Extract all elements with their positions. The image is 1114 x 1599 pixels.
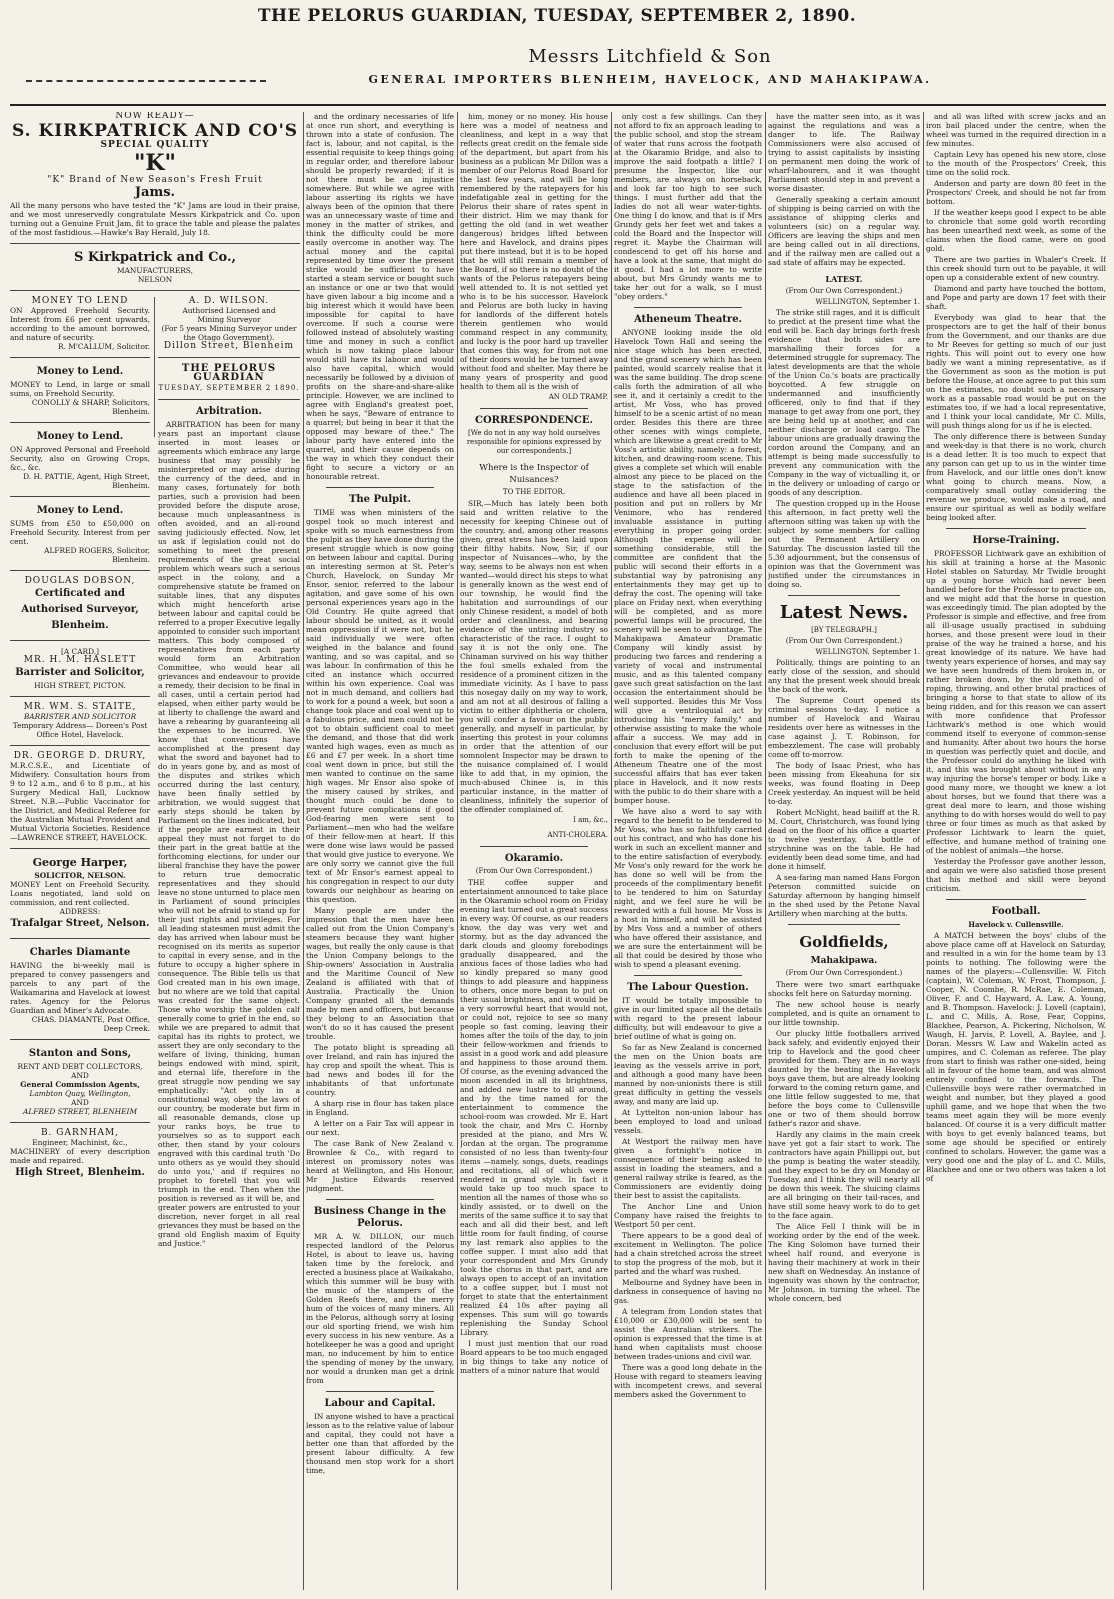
ad-body: MACHINERY of every description made and repaired. [10,1147,150,1165]
arbitration-heading: Arbitration. [195,406,263,417]
ad-signature: R. M'CALLUM, Solicitor. [58,342,150,351]
divider [10,357,150,358]
ad-name: MR. WM. S. STAITE, [23,702,137,712]
okaramio-byline: (From Our Own Correspondent.) [475,867,593,875]
ad-name: George Harper, [32,856,128,869]
top-ad-line: GENERAL IMPORTERS BLENHEIM, HAVELOCK, AND MAHAKIPAWA. [368,73,932,86]
labour-capital-text: IN anyone wished to have a practical lesson as to the relative value of labour and capital, they could not have a better one than that afforded by the present labour difficulty. A few thousand men stop work for a short time, [306,1412,454,1475]
football-heading: Football. [991,906,1041,917]
header-rule [10,104,1106,106]
latest-news-text: A sea-faring man named Hans Forgon Peterson committed suicide on Saturday afternoon by hanging himself in the shed used by the Petone Naval Artillery when marching at the butts. [768,873,920,918]
stanton-ad [10,1046,150,1116]
ad-line: AND [71,1071,89,1080]
ad-signature: ALFRED ROGERS, Solicitor, Blenheim. [44,546,150,564]
labour-question-text: At Lyttelton non-union labour has been employed to load and unload vessels. [614,1108,762,1135]
ad-address: HIGH STREET, PICTON. [34,681,126,690]
goldfields-text: The Alice Fell I think will be in working order by the end of the week. The King Solomon have turned their wheel half round, and everyone is having their machinery at work in their new shaft on Wednesday. An instance of ingenuity was shown by the contractor, Mr Johnson, in turning the wheel. The whole concern, bed [768,1222,920,1303]
kirkpatrick-ad [10,112,300,284]
ad-heading: MONEY TO LEND [31,296,129,306]
divider [10,496,150,497]
football-text: A MATCH between the boys' clubs of the above place came off at Havelock on Saturday, and resulted in a win for the home team by 13 points to nothing. The following were the names of the players:—Cullensville: W. Fitch (captain), W. Coleman, W. Frost, Thompson, J. Cooper, N. Coombe, R. McRae, E. Coleman, Oliver, F. and C. Hayward, A. Law, A. Young, and B. Thompson. Havelock: J. Lovell (captain), L. and C. Mills, A. Rose, Fear, Coppins, Blackhee, Pearson, A. Pickering, Nicholson, W. Waugh, H. Jarvis, P. Lovell, A. Baylee, and J. Doran. Messrs W. Law and Wakelin acted as umpires, and C. Coleman as referee. The play from start to finish was rather one-sided, being all in favour of the home team, and was almost entirely confined to the forwards. The Cullensville boys were rather overmatched in weight and number, but they played a good uphill game, and we hope that when the two teams meet again they will be more evenly balanced. Of course it is a very difficult matter with boys to get evenly balanced teams, but some age should be specified or entirely confined to scholars. However, the game was a very good one and the play of L. and C. Mills, Blackhee and one or two others was taken a lot of [926,931,1106,1183]
atheneum-heading: Atheneum Theatre. [633,314,743,325]
column-rule [303,112,304,1590]
ad-signature: CHAS. DIAMANTE, Post Office, Deep Creek. [31,1015,150,1033]
ad-body: ON Approved Freehold Security. Interest from £6 per cent upwards, according to the amount borrowed, and nature of security. [10,306,150,342]
latest-byline: (From Our Own Correspondent.) [785,287,903,295]
divider [634,307,742,308]
ad-signature: D. H. PATTIE, Agent, High Street, Blenheim. [23,472,150,490]
ad-town: NELSON [137,275,173,284]
ad-address: Dillon Street, Blenheim [163,341,295,351]
divider [158,399,300,400]
column-rule [765,112,766,1590]
labour-question-heading: The Labour Question. [627,982,749,993]
letter-heading: Where is the Inspector of Nuisances? [479,463,589,485]
right-ad-column [158,297,300,1250]
divider [158,357,300,358]
ad-signature: CONOLLY & SHARP, Solicitors, Blenheim. [31,398,150,416]
pulpit-heading: The Pulpit. [348,494,412,505]
letter-signature: ANTI-CHOLERA. [547,831,608,839]
okaramio-text: I must just mention that our road Board appears to be too much engaged in big things to take any notice of matters of a minor nature that would [460,1339,608,1375]
top-ad-firm: Messrs Litchfield & Son [528,46,772,67]
news-paragraph: The case Bank of New Zealand v. Brownlee & Co., with regard to interest on promissory notes was heard at Wellington, and His Honour, Mr Justice Edwards reserved judgment. [306,1139,454,1193]
ad-name: Stanton and Sons, [28,1048,132,1059]
arbitration-text: ARBITRATION has been for many years past an important clause inserted in most leases or agreements which embrace any large business that may possibly be misinterpreted or may arise during the currency of the deed, and in many cases, fortunately for both parties, such a provision had been provided before the dispute arose, because much unpleasantness is often avoided, and an all-round saving judiciously effected. Now, let us ask if legislation could not do something to meet the present requirements of the great social problem which wears such a serious aspect in the colony, and a comprehensive statute be framed on suitable lines, that any disputes which might henceforth arise between labour and capital could be referred to a proper Executive legally appointed to consider such important matters. This body composed of representatives from each party would form an Arbitration Committee, who would hear all grievances and endeavour to provide a remedy, their decision to be final in all cases, until a certain period had elapsed, when either party would be at liberty to challenge the award and have a rehearing by guaranteeing all the expenses to be incurred. We know that conventions have accomplished at the present day what the sword and bayonet had to do in years gone by, and as most of the disputes and strikes which occurred during the last century, have been finally settled by arbitration, we would suggest that early steps should be taken by Parliament on the lines indicated, but if the people are earnest in their appeal they must not forget to do their part in the great battle at the forthcoming elections, for under our liberal franchise they have the power to return true democratic representatives and they should leave no stone unturned to place men in Parliament of sound principles who will not be afraid to stand up for their just rights and privileges. For all leading statesmen must admit the day has arrived when labour must be recognised on its merits as superior to capital in every sense, and in the future to occupy a higher sphere in consequence. The Bible tells us that God created man in his own image, but no where are we told that capital was created for the same object. Those who worship the golden calf generally come to grief in the end, so while we are prepared to admit that capital has its rights to protect, we assert they are only secondary to the welfare of living, thinking, human beings endowed with mind, spirit, and eternal life, therefore in the great struggle now pending we say emphatically: "Act only in a constitutional way, obey the laws of our country, be moderate but firm in all reasonable demands, close up your ranks boys, be true to yourselves so as to support each other, then stand by your colours engraved with this cardinal truth 'Do unto others as ye would they should do unto you,' and if requires no prophet to foretell that you will triumph in the end. Then when the position is reversed as it will be, and greater powers are entrusted to your discretion, never forget in all real grievances they must be based on the grand old English maxim of Equity and Justice." [158,420,300,1248]
divider [10,696,150,697]
ad-k-brand: "K" [133,150,177,176]
diamante-ad [10,945,150,1033]
dobson-ad [10,577,150,634]
news-paragraph: Many people are under the impression that the men have been called out from the Union Company's steamers because they want higher wages, but really the only cause is that the Union Company belongs to the Ship-owners' Association in Australia and the Maritime Council of New Zealand is affiliated with that of Australia. Practically the Union Company granted all the demands made by men and officers, but because they belong to an Association that won't do so it has caused the present trouble. [306,906,454,1041]
latest-news-text: Politically, things are pointing to an early close of the session, and should any that the present week should break the back of the work. [768,658,920,694]
labour-capital-heading: Labour and Capital. [324,1398,436,1409]
article-continuation: and the ordinary necessaries of life at once run short, and everything is thrown into a state of confusion. The fact is, labour, and not capital, is the essential requisite to keep things going in regular order, and therefore labour should be properly rewarded; if it is not there must be an injustice somewhere. But while we agree with labour asserting its rights we have always been of the opinion that there was an unnecessary waste of time and money in the matter of strikes, and think the difficulty could be more easily overcome in another way. The actual money and the capital represented by time over the present strike would be sufficient to have started a steam service or bought such an instance or one or two that would have given labour a big income and a big interest which it would have been impossible for capital to have overcome. If such a course were followed instead of absolutely wasting time and money in such a conflict which is now taking place labour would still have its labour and would also have capital, which would necessarily be followed by a division of profits on the share-and-share-alike principle. However, we are inclined to agree with England's greatest poet, when he says, "Beware of entrance to a quarrel; but being in bear it that the opposed may beware of thee." The labour party have entered into the quarrel, and their cause depends on the way in which they conduct their fight to secure a victory or an honourable retreat. [306,112,454,481]
ad-brand-line: "K" Brand of New Season's Fresh Fruit [47,175,263,185]
ad-manufacturers: MANUFACTURERS, [117,266,193,275]
divider [10,243,300,244]
okaramio-text: THE coffee supper and entertainment announced to take place in the Okaramio school room on Friday evening last turned out a great success in every way. Of course, as our readers know, the day was very wet and stormy, but as the day advanced the dark clouds and gloomy forebodings gradually disappeared, and the anxious faces of those ladies who had so kindly prepared so many good things to add pleasure and happiness to others, once more began to put on their usual brightness, and it would be a very sorrowful heart that would not, or could not, rejoice to see so many people so fast coming, leaving their homes after the toils of the day, to join their fellow-workmen and friends to assist in a good work and add pleasure and happiness to those around them. Of course, as the evening advanced the moon ascended in all its brightness, and added new lustre to all around, and by the time named for the entertainment to commence the school-room was crowded. Mr E. Hart took the chair, and Mrs C. Hornby presided at the piano, and Mrs W. Jordan at the organ. The programme consisted of no less than twenty-four items —namely, songs, duets, readings and recitations, all of which were rendered in grand style. In fact it would take up too much space to mention all the names of those who so kindly assisted, or to dwell on the merits of the same suffice it to say that each and all did their best, and left little room for fault finding, of course my last remark also applies to the coffee supper. I must also add that your correspondent and Mrs Grundy took the chorus in that part, and are always open to accept of an invitation to a coffee supper, but I must not forget to state that the entertainment realized £4 10s after paying all expenses. This sum will go towards replenishing the Sunday School Library. [460,878,608,1337]
latest-dateline: WELLINGTON, September 1. [815,298,920,306]
haslett-ad [10,647,150,690]
money-ad-4 [10,503,150,564]
business-heading: Business Change in the Pelorus. [313,1206,447,1229]
top-advertisement [200,46,1100,100]
column-4 [614,112,762,1590]
labour-question-text: A telegram from London states that £10,000 or £30,000 will be sent to assist the Australian strikers. The opinion is expressed that the time is at hand when capitalists must choose between trades-unions and civil war. [614,1307,762,1361]
atheneum-text: ANYONE looking inside the old Havelock Town Hall and seeing the nice stage which has been erected, and the grand scenery which has been painted, would scarcely realise that it was the same building. The drop scene calls forth the admiration of all who see it, and it certainly a credit to the artist, Mr Voss, who has proved himself to be a scenic artist of no mean order. Besides this there are three other scenes with wings complete, which are likewise a great credit to Mr Voss's artistic ability, namely: a forest, kitchen, and drawing-room scene. This gives a complete set which will enable almost any piece to be placed on the stage to the satisfaction of the audience and have all been placed in position and put on rollers by Mr Venimore, who has rendered invaluable assistance in putting everything in proper going order. Although the expense will be something considerable, still the committee are confident that the public will second their efforts in a substantial way by patronising any entertainments they may get up to defray the cost. The opening will take place on Friday next, when everything will be completed, and as more powerful lamps will be procured, the scenery will be seen to advantage. The Mahakipawa Amateur Dramatic Company will kindly assist by producing two farces and rendering a variety of vocal and instrumental music, and as this talented company gave such great satisfaction on the last occasion the entertainment should be well supported. Besides this Mr Voss will give a ventriloquial act by introducing his "merry family," and otherwise assisting to make the whole affair a success. We may add in conclusion that every effort will be put forth to make the opening of the Atheneum Theatre one of the most successful affairs that has ever taken place in Havelock, and it now rests with the public to do their share with a bumper house. [614,328,762,805]
horse-training-text: Yesterday the Professor gave another lesson, and again we were also satisfied those present that his method and skill were beyond criticism. [926,857,1106,893]
ad-heading: Money to Lend. [36,505,124,516]
divider [788,924,900,925]
to-editor: TO THE EDITOR. [502,488,566,496]
column-2 [306,112,454,1590]
article-continuation: him, money or no money. His house here was a model of neatness and cleanliness, and kept in a way that reflects great credit on the female side of the department, but apart from his business as a publican Mr Dillon was a member of our Pelorus Road Board for the last few years, and will be long remembered by the ratepayers for his indefatigable zeal in getting for the Pelorus their share of rates spent in their district. Him we may thank for getting the old (and in wet weather dangerous) bridges lifted between here and Havelock, and drains pipes put there instead, but it is to be hoped that he will still remain a member of the Board, if so there is no doubt of the wants of the Pelorus ratepayers being well attended to. It is not settled yet who is to be his successor. Havelock and Pelorus are both lucky in having for landlords of the different hotels therein gentlemen who would command respect in any community, and lucky is the poor hard up traveller that comes this way, for from not one of their doors would he be turned away without food and shelter. May there be many years of prosperity and good health to them all is the wish of [460,112,608,391]
latest-news-byline: [BY TELEGRAPH.] [811,626,877,634]
ad-town: Blenheim. [51,620,109,631]
latest-text: The question cropped up in the House this afternoon, in fact pretty well the afternoon sitting was taken up with the subject by some members for calling out the Permanent Artillery on Saturday. The discussion lasted till the 5.30 adjournment, but the consensus of opinion was that the Government was justified under the circumstances in doing so. [768,499,920,589]
divider [10,938,150,939]
ad-title: Certificated and Authorised Surveyor, [21,588,139,615]
labour-question-text: IT would be totally impossible to give in our limited space all the details with regard to the present labour difficulty, but will endeavour to give a brief outline of what is going on. [614,996,762,1041]
goldfields-text: Diamond and party have touched the bottom, and Pope and party are down 17 feet with their shaft. [926,284,1106,311]
column-5 [768,112,920,1590]
labour-question-text: At Westport the railway men have given a fortnight's notice in consequence of their being asked to assist in loading the steamers, and a general railway strike is feared, as the Commissioners are evidently doing their best to assist the capitalists. [614,1137,762,1200]
news-paragraph: The potato blight is spreading all over Ireland, and rain has injured the hay crop and spoilt the wheat. This is bad news and bodes ill for the inhabitants of that unfortunate country. [306,1043,454,1097]
ad-name: DR. GEORGE D. DRURY, [13,751,147,761]
news-paragraph: A letter on a Fair Tax will appear in our next. [306,1119,454,1137]
latest-news-text: The body of Isaac Priest, who has been missing from Ekeahuna for six weeks, was found floating in Deep Creek yesterday. An inquest will be held to-day. [768,761,920,806]
latest-news-heading: Latest News. [779,602,909,623]
divider [326,1391,434,1392]
column-6 [926,112,1106,1590]
latest-news-text: The Supreme Court opened its criminal sessions to-day. I notice a number of Havelock and Wairau residents over here as witnesses in the case against J. T. Robinson, for embezzlement. The case will probably come off to-morrow. [768,696,920,759]
goldfields-byline: (From Our Own Correspondent.) [785,969,903,977]
ad-line: (For 5 years Mining Surveyor under the Otago Government). [161,324,297,342]
column-rule [923,112,924,1590]
goldfields-subheading: Mahakipawa. [810,956,878,966]
football-subheading: Havelock v. Cullensville. [968,920,1064,929]
correspondence-heading: CORRESPONDENCE. [474,415,593,426]
ad-name: MR. H. M. HASLETT [23,655,137,665]
ad-line: Mining Surveyor [197,315,261,324]
pulpit-text: TIME was when ministers of the gospel took so much interest and spoke with so much earnestness from the pulpit as they have done during the present struggle which is now going on between labour and capital. During an interesting sermon at St. Peter's Church, Havelock, on Sunday Mr Ensor, senior, referred to the labour agitation, and gave some of his own personal experiences years ago in the Old Country. He quite agreed that labour should be united, as it would mean oppression if it were not, but he said individually we were often weighed in the balance and found wanting, and so was capital, and so was labour. In confirmation of this he cited an instance which occurred within his own experience. Coal was not in much demand, and colliers had to work for a pound a week, but soon a change took place and coal went up to a fabulous price, and men could not be got to obtain sufficient coal to meet the demand, and those that did work wanted high wages, even as much as £6 and £7 per week. In a short time coal went down in price, but still the men wanted to continue on the same high wages. Mr Ensor also spoke of the misery caused by strikes, and thought much could be done to prevent future complications if good God-fearing men were sent to Parliament—men who had the welfare of their fellow-men at heart. If this were done wise laws would be passed that would give justice to everyone. We are only sorry we cannot give the full text of Mr Ensor's earnest appeal to his congregation in respect to our duty towards our neighbour as bearing on this question. [306,508,454,904]
goldfields-heading: Goldfields, [799,933,889,951]
editorial-date: TUESDAY, SEPTEMBER 2 1890. [158,384,300,392]
goldfields-text: The new school house is nearly completed, and is quite an ornament to our little township. [768,1000,920,1027]
drury-ad [10,752,150,842]
business-text: MR A. W. DILLON, our much respected landlord of the Pelorus Hotel, is about to leave us, having taken time by the forelock, and erected a business place at Waikakaho, which this summer will be busy with the music of the stampers of the Golden Reefs there, and the merry hum of the voices of many miners. All in the Pelorus, although sorry at losing our old sporting friend, we wish him every success in his new venture. As a hotelkeeper he was a good and upright man, no inducement by him to entice the spending of money by the unwary, nor would a drunken man get a drink from [306,1232,454,1385]
divider [326,1199,434,1200]
goldfields-text: Hardly any claims in the main creek have yet got a fair start to work. The contractors have again Phillippi out, but the pump is beating the water steadily, and they expect to be dry on Monday or Tuesday, and I think they will nearly all be down this week. The sluicing claims are all bringing on their tail-races, and have still some heavy work to do to get to the face again. [768,1130,920,1220]
atheneum-text: We have also a word to say with regard to the benefit to be tendered to Mr Voss, who has so faithfully carried out his contract, and who has done his work in such an excellent manner and to the entire satisfaction of everybody. Mr Voss's only reward for the work he has done so well will be from the proceeds of the complimentary benefit to be tendered to him on Saturday night, and we feel sure he will be rewarded with a full house. Mr Voss is a host in himself, and will be assisted by Mrs Voss and a number of others who have offered their assistance, and we are sure the entertainment will be all that could be desired by those who wish to spend a pleasant evening. [614,807,762,969]
ad-body: ON Approved Personal and Freehold Security, also on Growing Crops, &c., &c. [10,445,150,472]
goldfields-text: There were two smart earthquake shocks felt here on Saturday morning. [768,980,920,998]
staite-ad [10,703,150,739]
labour-question-text: There appears to be a good deal of excitement in Wellington. The police had a chain stretched across the street to stop the progress of the mob, but it parted and the wharf was rushed. [614,1231,762,1276]
ad-address: Temporary Address— Doreen's Post Office Hotel, Havelock. [12,721,148,739]
ad-body: MONEY Lent on Freehold Security. Loans negotiated, land sold on commission, and rent collected. [10,880,150,907]
paper-name: THE PELORUS GUARDIAN [181,363,277,383]
article-continuation: only cost a few shillings. Can they not afford to fix an approach leading to the public school, and stop the stream of water that runs across the footpath at the Okaramio Bridge, and also to improve the said footpath a little? I presume the Inspector, like our members, are always on horseback, and look far too high to see such things. I must further add that the ladies do not all wear water-tights. One thing I do know, and that is if Mrs Grundy gets her feet wet and takes a cold the Board and the Inspector will regret it. Maybe the Chairman will condescend to get off his horse and have a look at the same, that might do it good. I had a lot more to write about, but Mrs Grundy wants me to take her out for a walk, so I must "obey orders." [614,112,762,301]
divider [10,570,150,571]
ad-line: Authorised Licensed and [182,306,276,315]
latest-news-byline: (From Our Own Correspondent.) [785,637,903,645]
goldfields-text: Captain Levy has opened his new store, close to the mouth of the Prospectors' Creek, this time on the solid rock. [926,150,1106,177]
news-paragraph: A sharp rise in flour has taken place in England. [306,1099,454,1117]
labour-question-text: The Anchor Line and Union Company have raised the freights to Westport 50 per cent. [614,1202,762,1229]
harper-ad [10,855,150,932]
decorative-dashes [26,80,266,82]
correspondence-note: [We do not in any way hold ourselves responsible for opinions expressed by our correspondents.] [466,429,602,455]
labour-question-text: Melbourne and Sydney have been in darkness in consequence of having no gas. [614,1278,762,1305]
article-continuation: and all was lifted with screw jacks and an iron bail placed under the centre, when the wheel was turned in the required direction in a few minutes. [926,112,1106,148]
letter-signoff: I am, &c., [573,816,608,824]
divider [10,290,300,291]
divider [634,975,742,976]
money-ad-1 [10,297,150,351]
wilson-ad [158,297,300,351]
ad-card: [A CARD.] [60,647,100,656]
column-rule [457,112,458,1590]
goldfields-text: The only difference there is between Sunday and week-day is that there is no work, church is a dead letter. It is too much to expect that any parson can get up to us in the winter time from Havelock, and our little ones don't know what going to church means. Now, a comparatively small outlay considering the revenue we produce, would make a road, and ensure our spiritual as well as bodily welfare being looked after. [926,432,1106,522]
latest-text: The strike still rages, and it is difficult to predict at the present time what the end will be. Each day brings forth fresh evidence that both sides are marshalling their forces for a determined struggle for supremacy. The latest developments are that the whole of the Union Co.'s boats are practically boycotted. A few struggle on undermanned and insufficiently officered, only to find that if they manage to get away from one port, they are being held up at another, and can neither discharge or load cargo. The labour unions are gradually drawing the cordon around the Company, and an attempt is being made successfully to prevent any communication with the Company in the way of victualling it, or in the delivery or unloading of cargo or goods of any description. [768,308,920,497]
labour-question-text: So far as New Zealand is concerned the men on the Union boats are leaving as the vessels arrive in port, and although a good many have been manned by non-unionists there is still great difficulty in getting the vessels away, and many are laid up. [614,1043,762,1106]
ad-firm-name-2: S Kirkpatrick and Co., [73,250,237,265]
ad-line: AND [71,1098,89,1107]
ad-jams: Jams. [134,185,176,200]
ad-address: Trafalgar Street, Nelson. [10,918,150,929]
ad-body: All the many persons who have tested the "K" Jams are loud in their praise, and we most unreservedly congratulate Messrs Kirkpatrick and Co. upon turning out a Genuine Fruit Jam, fit to grace the table and please the palates of the most fastidious.—Hawke's Bay Herald, July 18. [10,201,300,237]
ad-now-ready: NOW READY— [115,112,195,121]
garnham-ad [10,1129,150,1181]
ad-title: SOLICITOR, NELSON. [34,871,126,880]
article-signature: AN OLD TRAMP. [548,393,608,401]
ad-title: Engineer, Machinist, &c., [32,1138,128,1147]
divider [946,528,1086,529]
article-continuation: have the matter seen into, as it was against the regulations and was a danger to life. The Railway Commissioners were also accused of trying to assist capitalists by insisting on permanent men doing the work of wharf-labourers, and it was thought Parliament should step in and prevent a worse disaster. [768,112,920,193]
horse-training-heading: Horse-Training. [972,535,1060,546]
money-ad-3 [10,429,150,490]
masthead: THE PELORUS GUARDIAN, TUESDAY, SEPTEMBER 2, 1890. [257,6,857,26]
latest-news-dateline: WELLINGTON, September 1. [815,648,920,656]
ad-name: B. GARNHAM, [40,1128,120,1138]
ad-line: RENT AND DEBT COLLECTORS, [17,1062,143,1071]
divider [480,408,588,409]
ad-line: General Commission Agents, [20,1080,140,1089]
column-advertisements [10,112,300,1590]
ad-address-label: ADDRESS: [59,907,101,916]
latest-heading: LATEST. [825,274,863,284]
goldfields-text: If the weather keeps good I expect to be able to chronicle that some gold worth recording has been unearthed next week, as some of the claims when the flood came, were on good gold. [926,208,1106,253]
horse-training-text: PROFESSOR Lichtwark gave an exhibition of his skill at training a horse at the Masonic Hotel stables on Saturday. Mr Twidle brought up a young horse which had never been handled before for the Professor to practice on, and we might add that the horse in question was exceedingly timid. The plan adopted by the Professor is simple and effective, and free from all ill-usage usually practised in subduing horses, and those present were loud in their praise of the way he trained a horse, and his great knowledge of its nature. We have had twenty years experience of horses, and may say we have seen hundreds of them broken in, or rather broken down, by the old method of roping, throwing, and other brutal practices of bringing a horse to that state to allow of its being ridden, and for this reason we can assert with more confidence that Professor Lichtwark's method is one which would commend itself to everyone of common-sense and humanity. After about two hours the horse in question was perfectly quiet and docile, and the Professor could do anything he liked with it, and this was brought about without in any way injuring the horse's temper or body. Like a good many more, we thought we knew a lot about horses, but we found that there was a great deal more to learn, and those wishing anything to do with horses would do well to pay three or four times as much as that asked by Professor Lichtwark to learn the quiet, effective, and humane method of training one of the noblest of animals—the horse. [926,549,1106,855]
divider [10,745,150,746]
divider [10,1039,150,1040]
divider [10,422,150,423]
ad-line: Lambton Quay, Wellington, [29,1089,131,1098]
letter-text: SIR,—Much has lately been both said and written relative to the necessity for keeping Chinese out of the country, and, among other reasons given, great stress has been laid upon their filthy habits. Now, Sir, if our inspector of Nuisances—who, by the way, seems to be always non est when wanted—would direct his steps to what is generally known as the west end of our township, he would find the habitation and surroundings of our only Chinese resident, a model of both order and cleanliness, and bearing evidence of the untiring industry so characteristic of the race. I ought to say it is not the only one. The Chinaman survived on his way thither the foul smells exhaled from the residence of a prominent citizen in the immediate vicinity. As I have to pass this nosegay daily on my way to work, and am not at all desirous of falling a victim to either diphtheria or cholera, you will confer a favour on the public generally, and myself in particular, by inserting this protest in your columns in order that the attention of our somnolent Inspector may be drawn to the nuisance complained of. I would like to add that, in my opinion, the much-abused Chinee is, in this particular instance, in the matter of cleanliness, infinitely the superior of the offender complained of. [460,499,608,814]
ad-body: SUMS from £50 to £50,000 on Freehold Security. Interest from per cent. [10,519,150,546]
divider [10,848,150,849]
money-ad-2 [10,364,150,416]
goldfields-text: Everybody was glad to hear that the prospectors are to get the half of their bonus from the Government, and our thanks are due to Mr Reeves for getting so much of our just rights. This will point out to every one how badly we want a mining representative, as if the Government as soon as the motion is put before the House, at once agree to put this sum on the estimates, no doubt such a necessary work as a passable road would be put on the estimates too, if we had a local representative, and I think your local candidate, Mr C. Mills, will push things along for us if he is elected. [926,313,1106,430]
ad-firm-name: S. KIRKPATRICK AND CO'S [11,121,299,141]
ad-name: A. D. WILSON. [188,296,270,306]
ad-body: MONEY to Lend, in large or small sums, on Freehold Security. [10,380,150,398]
goldfields-text: There are two parties in Whaler's Creek. If this creek should turn out to be payable, it will open up a considerable extent of new country. [926,255,1106,282]
divider [326,487,434,488]
goldfields-text: Anderson and party are down 80 feet in the Prospectors' Creek, and should be not far from bottom. [926,179,1106,206]
divider [480,846,588,847]
ad-body: HAVING the bi-weekly mail is prepared to convey passengers and parcels to any part of the Waikamarina and Havelock at lowest rates. Agency for the Pelorus Guardian and Miner's Advocate. [10,961,150,1015]
column-3 [460,112,608,1590]
ad-body: M.R.C.S.E., and Licentiate of Midwifery. Consultation hours from 9 to 12 a.m., and 6 to 8 p.m., at his Surgery Medical Hall, Lucknow Street. N.B.—Public Vaccinator for the District, and Medical Referee for the Australian Mutual Provident and Mutual Victoria Societies. Residence—LAWRENCE STREET, HAVELOCK. [10,761,150,842]
divider [10,640,150,641]
ad-heading: Money to Lend. [36,366,124,377]
ad-line: ALFRED STREET, BLENHEIM [22,1107,138,1116]
ad-title: BARRISTER AND SOLICITOR [23,712,137,721]
okaramio-heading: Okaramio. [504,853,564,864]
divider [788,595,900,596]
latest-news-text: Robert McNight, head bailiff at the R. M. Court, Christchurch, was found lying dead on the floor of his office a quarter to twelve yesterday. A bottle of strychnine was on the table. He had evidently been dead some time, and had done it himself. [768,808,920,871]
news-paragraph: Generally speaking a certain amount of shipping is being carried on with the assistance of shipping clerks and volunteers (sic) on a regular way. Officers are leaving the ships and men are being called out in all directions, and if the railway men are called out a sad state of affairs may be expected. [768,195,920,267]
labour-question-text: There was a good long debate in the House with regard to steamers leaving with incompetent crews, and several members asked the Government to [614,1363,762,1399]
ad-quality: SPECIAL QUALITY [100,140,210,150]
column-rule [611,112,612,1590]
ad-title: Barrister and Solicitor, [15,667,145,678]
ad-address: High Street, Blenheim. [15,1167,145,1178]
goldfields-text: Our plucky little footballers arrived back safely, and evidently enjoyed their trip to Havelock and the good cheer provided for them. They are in no ways daunted by the beating the Havelock boys gave them, but are already looking forward to the coming return game, and one little fellow suggested to me, that before the boys come to Cullensville one or two of them should borrow father's razor and shave. [768,1029,920,1128]
ad-heading: Money to Lend. [36,431,124,442]
advertisement-split [10,297,300,1475]
left-ad-column [10,297,150,1185]
column-rule [154,297,155,437]
ad-name: DOUGLAS DOBSON, [24,576,136,586]
divider [946,899,1086,900]
divider [10,1122,150,1123]
ad-name: Charles Diamante [29,947,131,958]
